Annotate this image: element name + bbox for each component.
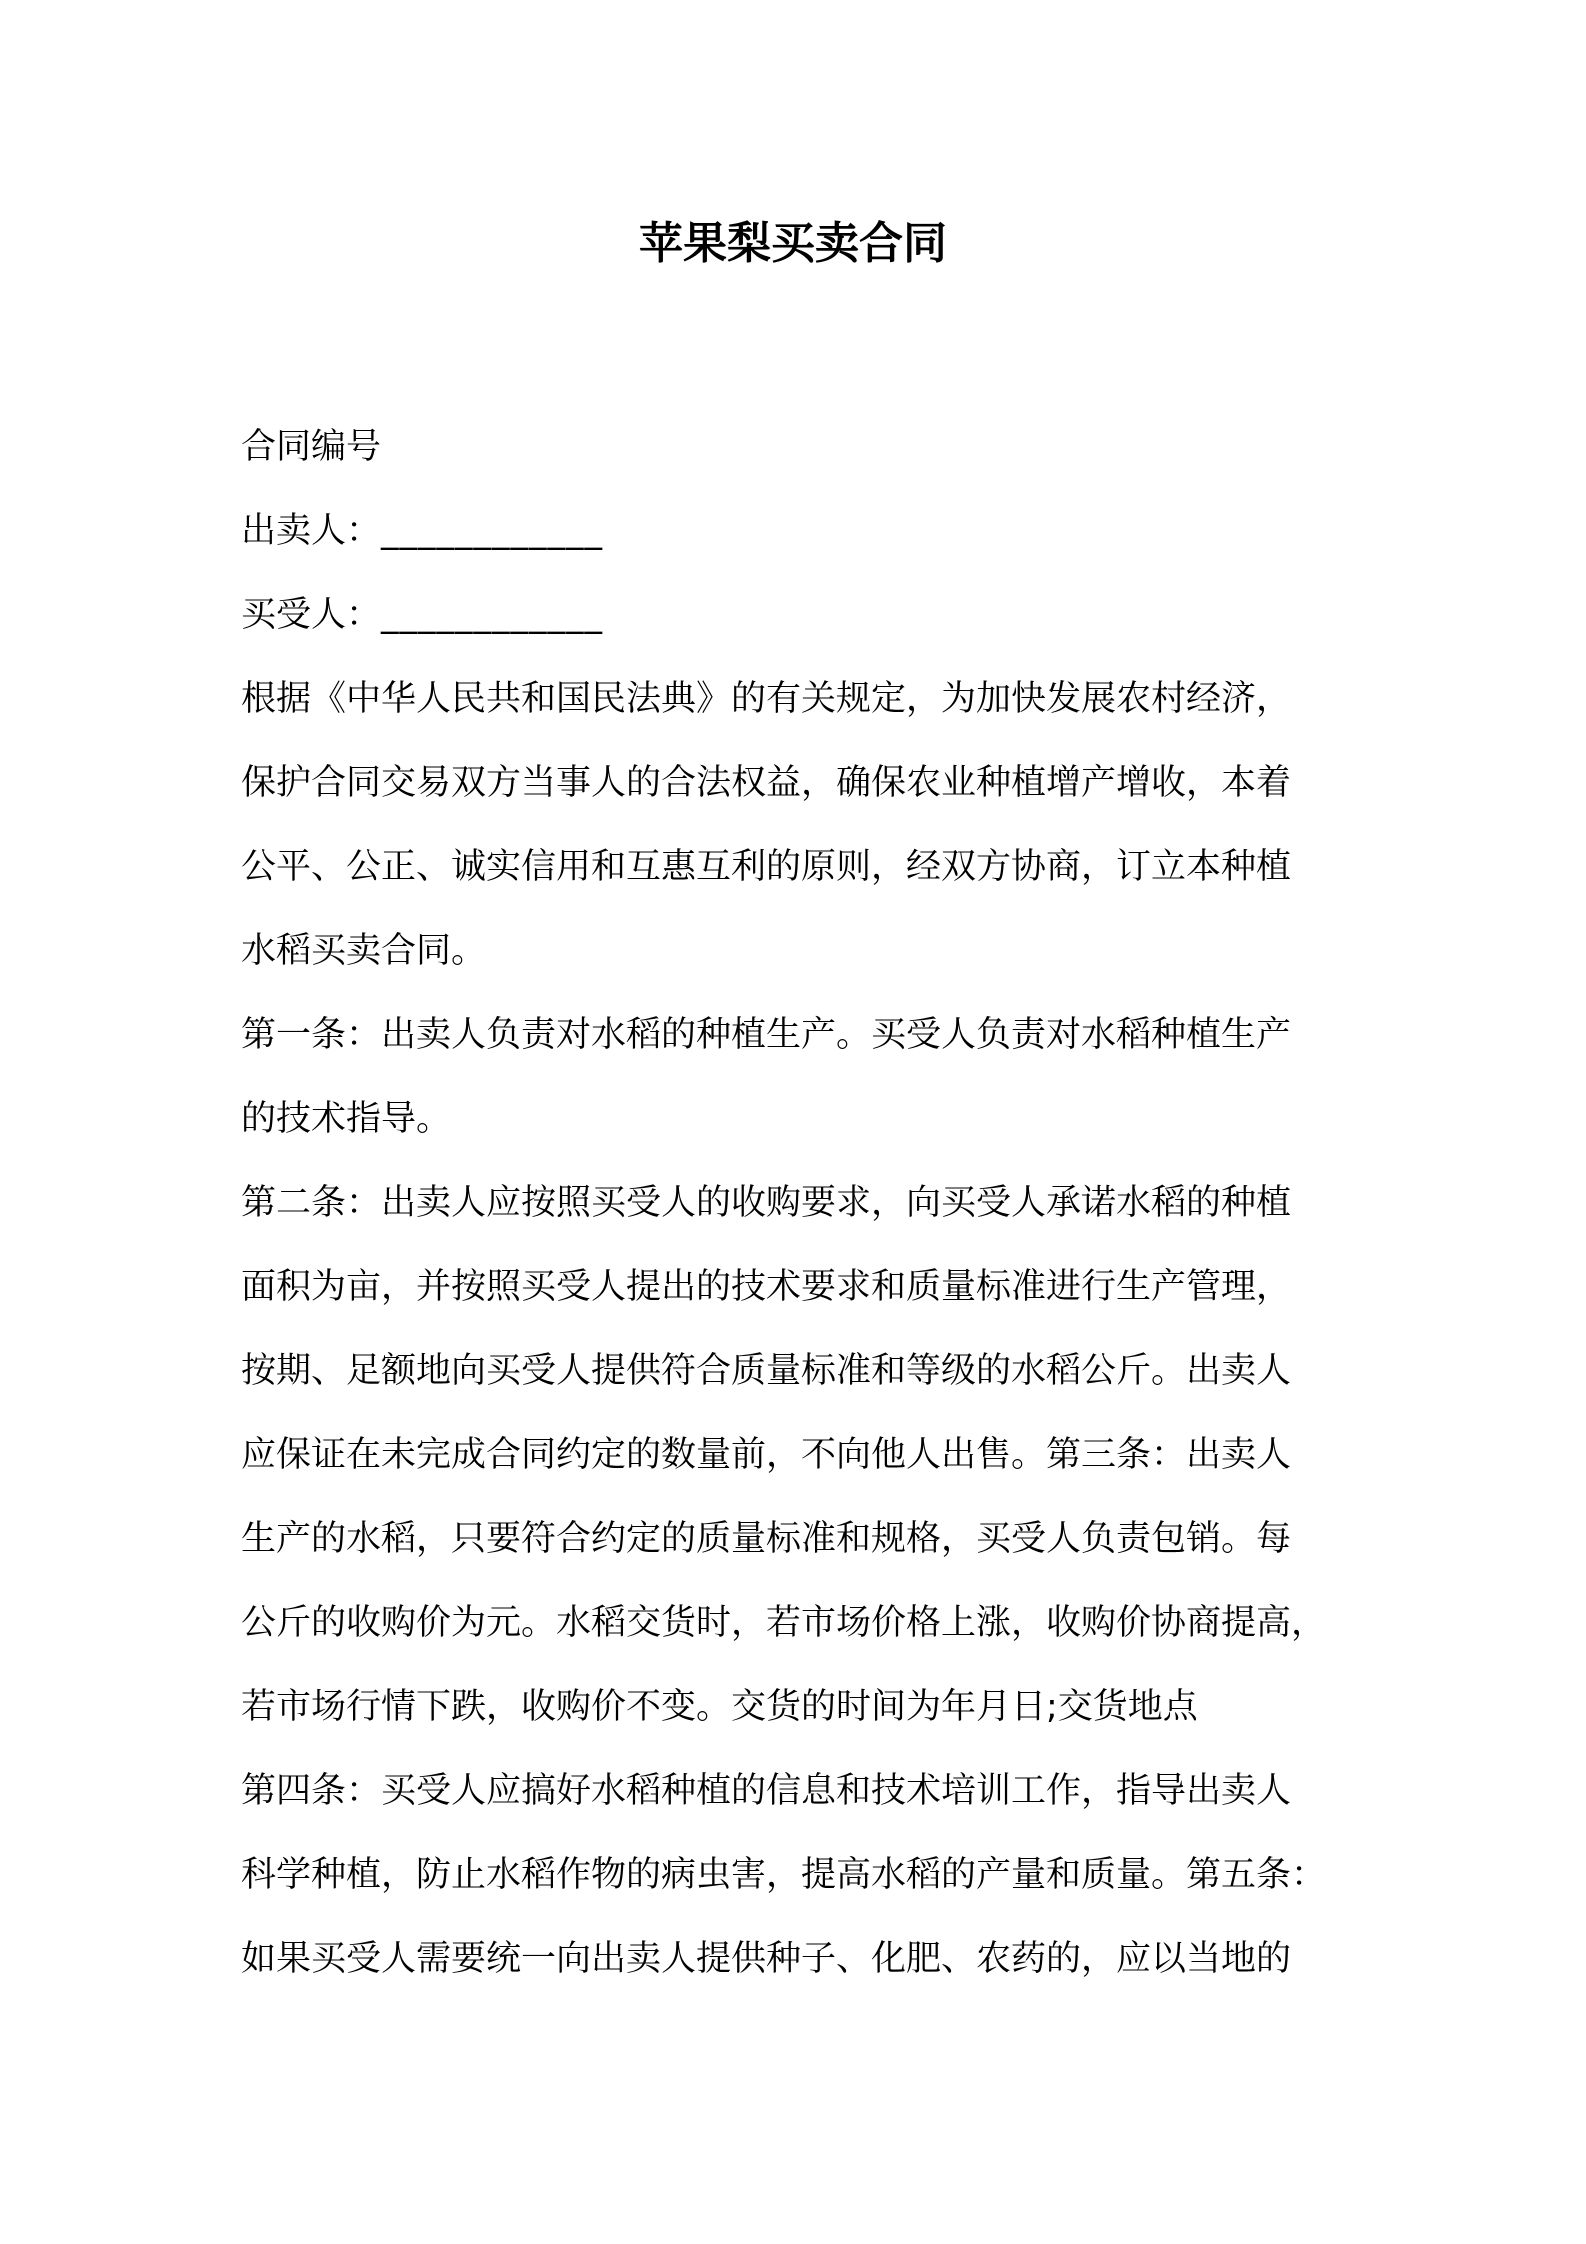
seller-label: 出卖人： xyxy=(241,511,382,551)
body-line: 面积为亩，并按照买受人提出的技术要求和质量标准进行生产管理， xyxy=(241,1267,1292,1307)
contract-number-label: 合同编号 xyxy=(241,427,382,467)
buyer-blank: ____________ xyxy=(381,595,604,635)
body-line: 第四条：买受人应搞好水稻种植的信息和技术培训工作，指导出卖人 xyxy=(241,1771,1292,1811)
document-title: 苹果梨买卖合同 xyxy=(639,218,947,269)
body-line: 公斤的收购价为元。水稻交货时，若市场价格上涨，收购价协商提高， xyxy=(241,1603,1327,1643)
body-line: 应保证在未完成合同约定的数量前，不向他人出售。第三条：出卖人 xyxy=(241,1435,1292,1475)
buyer-label: 买受人： xyxy=(241,595,382,635)
body-line: 若市场行情下跌，收购价不变。交货的时间为年月日;交货地点 xyxy=(241,1687,1198,1727)
body-line: 根据《中华人民共和国民法典》的有关规定，为加快发展农村经济， xyxy=(241,679,1292,719)
body-line: 公平、公正、诚实信用和互惠互利的原则，经双方协商，订立本种植 xyxy=(241,847,1292,887)
body-line: 科学种植，防止水稻作物的病虫害，提高水稻的产量和质量。第五条： xyxy=(241,1855,1327,1895)
body-line: 第一条：出卖人负责对水稻的种植生产。买受人负责对水稻种植生产 xyxy=(241,1015,1292,1055)
buyer-line xyxy=(241,573,1361,657)
body-line: 按期、足额地向买受人提供符合质量标准和等级的水稻公斤。出卖人 xyxy=(241,1351,1292,1391)
body-line: 的技术指导。 xyxy=(241,1099,452,1139)
body-line: 生产的水稻，只要符合约定的质量标准和规格，买受人负责包销。每 xyxy=(241,1519,1292,1559)
body-line: 第二条：出卖人应按照买受人的收购要求，向买受人承诺水稻的种植 xyxy=(241,1183,1292,1223)
seller-line xyxy=(241,489,1361,573)
body-line: 保护合同交易双方当事人的合法权益，确保农业种植增产增收，本着 xyxy=(241,763,1292,803)
body-line: 水稻买卖合同。 xyxy=(241,931,487,971)
document-body xyxy=(241,405,1361,2001)
body-line: 如果买受人需要统一向出卖人提供种子、化肥、农药的，应以当地的 xyxy=(241,1939,1292,1979)
seller-blank: ____________ xyxy=(381,511,604,551)
